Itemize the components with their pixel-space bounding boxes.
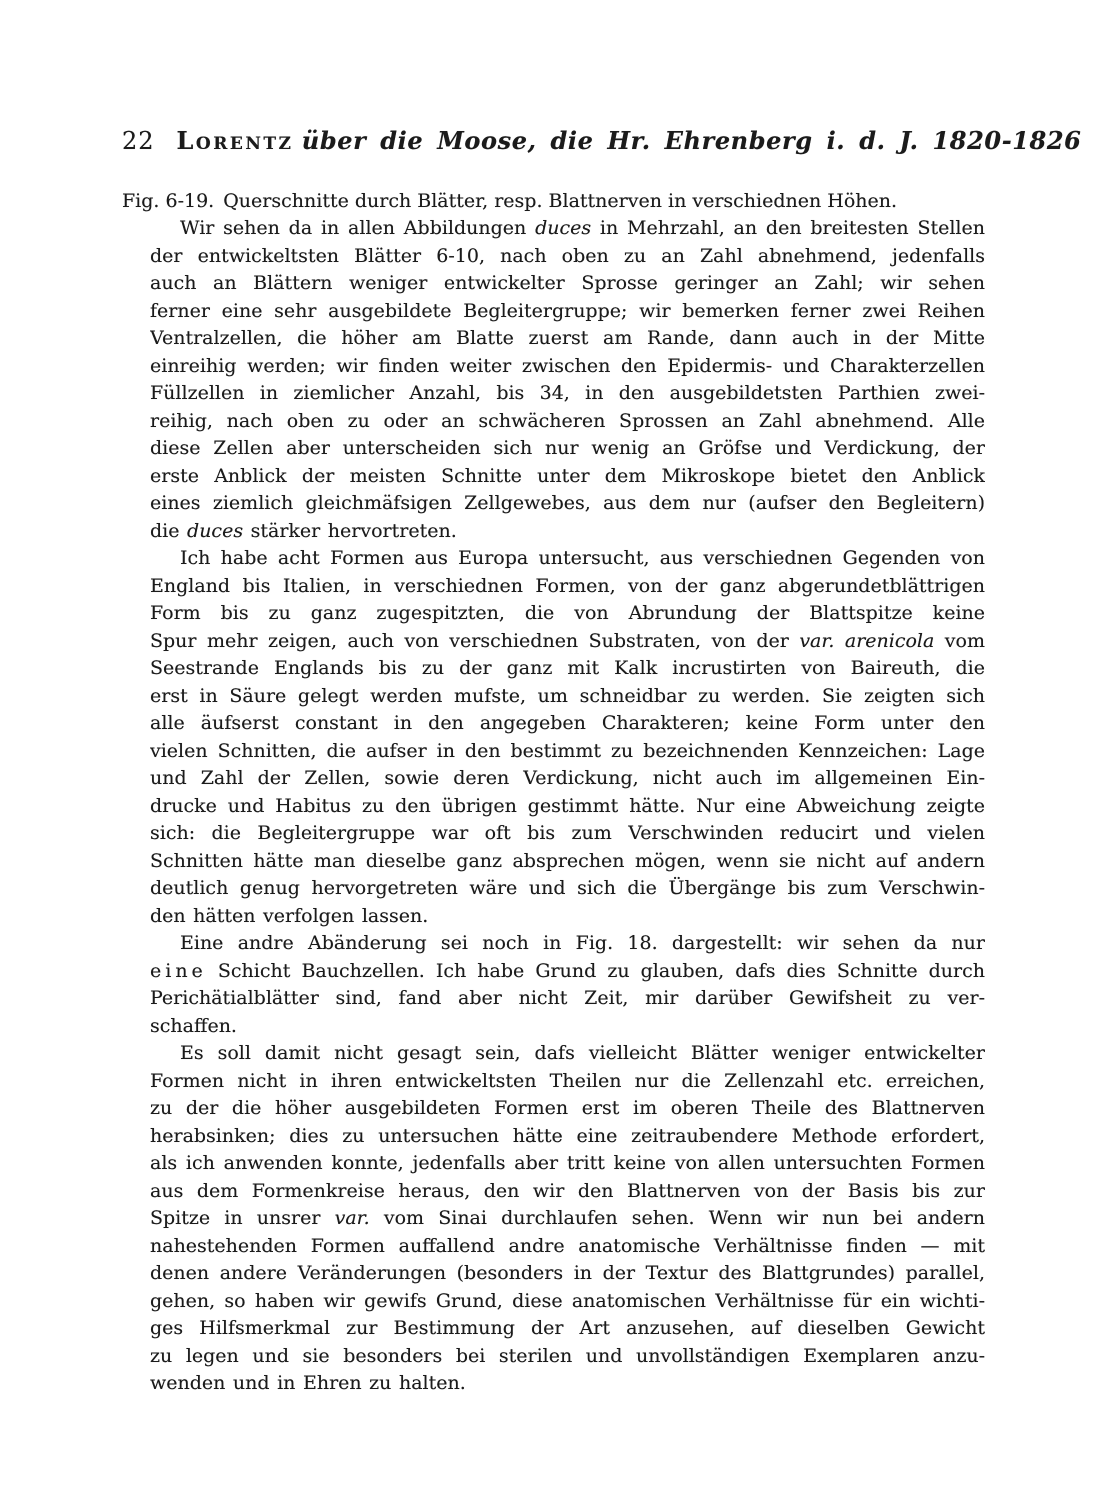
text-line: Ich habe acht Formen aus Europa untersucht, aus verschiednen Gegenden von xyxy=(180,547,985,569)
header-work-title: über die Moose, die Hr. Ehrenberg i. d. J. 1820-1826 xyxy=(301,126,1082,155)
header-title xyxy=(177,126,1082,155)
text-line: erste Anblick der meisten Schnitte unter dem Mikroskope bietet den Anblick xyxy=(150,464,985,487)
text-line: die duces stärker hervortreten. xyxy=(150,519,457,542)
text-line: diese Zellen aber unterscheiden sich nur wenig an Gröfse und Verdickung, der xyxy=(150,437,985,459)
text-line: auch an Blättern weniger entwickelter Sprosse geringer an Zahl; wir sehen xyxy=(150,272,985,294)
text-line: England bis Italien, in verschiednen Formen, von der ganz abgerundetblättrigen xyxy=(150,574,985,597)
text-line: denen andere Veränderungen (besonders in der Textur des Blattgrundes) parallel, xyxy=(150,1262,985,1284)
paragraph xyxy=(150,545,985,930)
text-line: eine Schicht Bauchzellen. Ich habe Grund zu glauben, dafs dies Schnitte durch xyxy=(150,959,985,982)
text-line: ges Hilfsmerkmal zur Bestimmung der Art anzusehen, auf dieselben Gewicht xyxy=(150,1317,985,1339)
body-text xyxy=(150,215,985,1398)
text-line: der entwickeltsten Blätter 6-10, nach oben zu an Zahl abnehmend, jedenfalls xyxy=(150,244,985,267)
text-line: und Zahl der Zellen, sowie deren Verdickung, nicht auch im allgemeinen Ein- xyxy=(150,767,985,789)
text-line: herabsinken; dies zu untersuchen hätte eine zeitraubendere Methode erfordert, xyxy=(150,1124,985,1147)
text-line: als ich anwenden konnte, jedenfalls aber tritt keine von allen untersuchten Formen xyxy=(150,1152,985,1174)
text-line: zu der die höher ausgebildeten Formen erst im oberen Theile des Blattnerven xyxy=(150,1097,985,1119)
text-line: Füllzellen in ziemlicher Anzahl, bis 34, in den ausgebildetsten Parthien zwei- xyxy=(150,382,985,404)
text-line: alle äufserst constant in den angegeben Charakteren; keine Form unter den xyxy=(150,712,985,734)
text-line: Ventralzellen, die höher am Blatte zuerst am Rande, dann auch in der Mitte xyxy=(150,327,985,349)
text-line: ferner eine sehr ausgebildete Begleitergruppe; wir bemerken ferner zwei Reihen xyxy=(150,299,985,322)
text-line: sich: die Begleitergruppe war oft bis zum Verschwinden reducirt und vielen xyxy=(150,822,985,844)
text-line: Wir sehen da in allen Abbildungen duces in Mehrzahl, an den breitesten Stellen xyxy=(180,217,985,239)
figure-caption xyxy=(122,188,984,216)
text-line: wenden und in Ehren zu halten. xyxy=(150,1372,466,1394)
paragraph xyxy=(150,1040,985,1398)
text-line: einreihig werden; wir finden weiter zwischen den Epidermis- und Charakterzellen xyxy=(150,354,985,377)
text-line: Spur mehr zeigen, auch von verschiednen Substraten, von der var. arenicola vom xyxy=(150,629,985,652)
text-line: schaffen. xyxy=(150,1014,237,1037)
paragraph xyxy=(150,930,985,1040)
text-line: reihig, nach oben zu oder an schwächeren Sprossen an Zahl abnehmend. Alle xyxy=(150,409,985,432)
text-line: deutlich genug hervorgetreten wäre und sich die Übergänge bis zum Verschwin- xyxy=(150,877,985,899)
text-line: aus dem Formenkreise heraus, den wir den Blattnerven von der Basis bis zur xyxy=(150,1179,985,1202)
text-line: Spitze in unsrer var. vom Sinai durchlaufen sehen. Wenn wir nun bei andern xyxy=(150,1207,985,1229)
text-line: nahestehenden Formen auffallend andre anatomische Verhältnisse finden — mit xyxy=(150,1234,985,1257)
text-line: eines ziemlich gleichmäfsigen Zellgewebes, aus dem nur (aufser den Begleitern) xyxy=(150,492,985,514)
text-line: erst in Säure gelegt werden mufste, um schneidbar zu werden. Sie zeigten sich xyxy=(150,684,985,707)
text-line: drucke und Habitus zu den übrigen gestimmt hätte. Nur eine Abweichung zeigte xyxy=(150,794,985,817)
text-line: Perichätialblätter sind, fand aber nicht Zeit, mir darüber Gewifsheit zu ver- xyxy=(150,987,985,1009)
page-number: 22 xyxy=(122,127,155,155)
text-line: Seestrande Englands bis zu der ganz mit Kalk incrustirten von Baireuth, die xyxy=(150,657,985,679)
figure-caption-label: Fig. 6-19. xyxy=(122,190,215,212)
text-line: Es soll damit nicht gesagt sein, dafs vielleicht Blätter weniger entwickelter xyxy=(180,1042,985,1064)
paragraph xyxy=(150,215,985,545)
text-line: vielen Schnitten, die aufser in den bestimmt zu bezeichnenden Kennzeichen: Lage xyxy=(150,739,985,762)
text-line: zu legen und sie besonders bei sterilen und unvollständigen Exemplaren anzu- xyxy=(150,1344,985,1367)
text-line: Formen nicht in ihren entwickeltsten Theilen nur die Zellenzahl etc. erreichen, xyxy=(150,1069,985,1092)
text-line: den hätten verfolgen lassen. xyxy=(150,904,429,927)
header-author: Lorentz xyxy=(176,126,294,155)
text-line: Form bis zu ganz zugespitzten, die von Abrundung der Blattspitze keine xyxy=(150,602,985,624)
text-line: Schnitten hätte man dieselbe ganz absprechen mögen, wenn sie nicht auf andern xyxy=(150,849,985,872)
running-header xyxy=(122,126,1082,155)
text-line: gehen, so haben wir gewifs Grund, diese anatomischen Verhältnisse für ein wichti- xyxy=(150,1289,985,1312)
figure-caption-text: Querschnitte durch Blätter, resp. Blattnerven in verschiednen Höhen. xyxy=(223,190,898,212)
text-line: Eine andre Abänderung sei noch in Fig. 18. dargestellt: wir sehen da nur xyxy=(180,932,985,954)
